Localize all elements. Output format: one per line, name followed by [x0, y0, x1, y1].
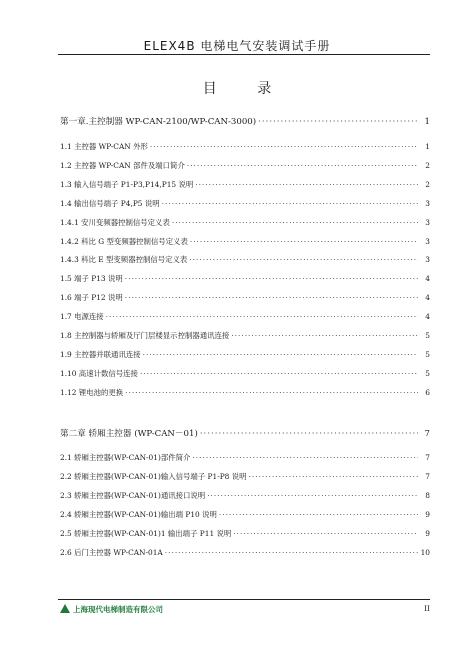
toc-chapter-entry[interactable] [60, 425, 430, 439]
toc-section-entry[interactable] [60, 543, 430, 557]
dot-leader [192, 453, 418, 462]
dot-leader [249, 472, 418, 481]
dot-leader [162, 199, 418, 208]
toc-entry-page: 9 [425, 510, 430, 519]
dot-leader [143, 350, 418, 359]
toc-entry-title: 1.12 锂电池的更换 [60, 388, 124, 397]
toc-section-entry[interactable] [60, 269, 430, 283]
dot-leader [190, 237, 418, 246]
toc-entry-title: 第一章.主控制器 WP-CAN-2100/WP-CAN-3000) [60, 117, 257, 127]
toc-entry-title: 1.1 主控器 WP-CAN 外形 [60, 142, 148, 151]
toc-heading: 目 录 [202, 81, 290, 97]
toc-section-entry[interactable] [60, 137, 430, 151]
dot-leader [219, 510, 418, 519]
toc-entry-page: 5 [425, 369, 430, 378]
dot-leader [106, 312, 418, 321]
toc-entry-page: 4 [425, 312, 430, 321]
dot-leader [125, 293, 418, 302]
toc-section-entry[interactable] [60, 288, 430, 302]
toc-entry-title: 1.2 主控器 WP-CAN 部件及端口简介 [60, 161, 185, 170]
toc-entry-page: 10 [420, 548, 430, 557]
toc-entry-title: 2.6 后门主控器 WP-CAN-01A [60, 548, 163, 557]
toc-entry-page: 4 [425, 293, 430, 302]
dot-leader [233, 529, 418, 538]
toc-section-entry[interactable] [60, 194, 430, 208]
header-rule [58, 54, 430, 55]
toc-entry-title: 1.3 输入信号端子 P1-P3,P14,P15 说明 [60, 180, 194, 189]
toc-section-entry[interactable] [60, 486, 430, 500]
toc-section-entry[interactable] [60, 345, 430, 359]
toc-entry-page: 7 [425, 472, 430, 481]
toc-entry-title: 1.9 主控器并联通讯连接 [60, 350, 141, 359]
toc-entry-page: 7 [425, 453, 430, 462]
toc-entry-page: 3 [425, 218, 430, 227]
toc-entry-page: 1 [424, 117, 430, 127]
toc-section-entry[interactable] [60, 213, 430, 227]
dot-leader [207, 491, 418, 500]
toc-entry-title: 1.4.3 科比 E 型变频器控制信号定义表 [60, 255, 188, 264]
footer-rule [58, 599, 430, 600]
dot-leader [231, 331, 418, 340]
toc-section-entry[interactable] [60, 156, 430, 170]
toc-entry-page: 8 [425, 491, 430, 500]
toc-entry-title: 1.4 输出信号端子 P4,P5 说明 [60, 199, 160, 208]
toc-section-entry[interactable] [60, 250, 430, 264]
toc-section-entry[interactable] [60, 326, 430, 340]
toc-entry-title: 2.2 轿厢主控器(WP-CAN-01)输入信号端子 P1-P8 说明 [60, 472, 247, 481]
toc-section-entry[interactable] [60, 524, 430, 538]
toc-section-entry[interactable] [60, 307, 430, 321]
toc-entry-title: 1.8 主控制器与轿厢及厅门层楼显示控制器通讯连接 [60, 331, 230, 340]
toc-chapter-entry[interactable] [60, 113, 430, 127]
toc-section-entry[interactable] [60, 232, 430, 246]
dot-leader [187, 161, 418, 170]
dot-leader [189, 255, 418, 264]
toc-entry-page: 1 [425, 142, 430, 151]
toc-entry-page: 7 [424, 429, 430, 439]
toc-entry-title: 1.4.2 科比 G 型变频器控制信号定义表 [60, 237, 188, 246]
toc-entry-page: 3 [425, 255, 430, 264]
toc-section-entry[interactable] [60, 467, 430, 481]
toc-section-entry[interactable] [60, 175, 430, 189]
toc-entry-title: 1.5 端子 P13 说明 [60, 274, 123, 283]
page-number: II [424, 604, 430, 613]
toc-entry-title: 1.6 端子 P12 说明 [60, 293, 123, 302]
toc-entry-page: 4 [425, 274, 430, 283]
header-title: ELEX4B 电梯电气安装调试手册 [143, 39, 331, 53]
toc-section-entry[interactable] [60, 364, 430, 378]
dot-leader [172, 218, 418, 227]
toc-entry-title: 2.5 轿厢主控器(WP-CAN-01)1 输出端子 P11 说明 [60, 529, 232, 538]
toc-entry-title: 1.4.1 安川变频器控制信号定义表 [60, 218, 170, 227]
dot-leader [125, 388, 418, 397]
toc-entry-title: 2.1 轿厢主控器(WP-CAN-01)部件简介 [60, 453, 191, 462]
toc-entry-page: 2 [425, 180, 430, 189]
dot-leader [195, 180, 418, 189]
toc-entry-page: 6 [425, 388, 430, 397]
company-logo-icon [60, 604, 70, 613]
toc-entry-title: 第二章 轿厢主控器 (WP-CAN－01) [60, 429, 198, 439]
footer [60, 603, 430, 615]
toc-entry-title: 2.4 轿厢主控器(WP-CAN-01)输出端 P10 说明 [60, 510, 217, 519]
dot-leader [200, 430, 418, 439]
toc-entry-page: 5 [425, 331, 430, 340]
toc-entry-page: 9 [425, 529, 430, 538]
toc-section-entry[interactable] [60, 448, 430, 462]
dot-leader [150, 142, 418, 151]
toc-entry-title: 1.7 电源连接 [60, 312, 104, 321]
toc-entry-page: 5 [425, 350, 430, 359]
dot-leader [140, 369, 418, 378]
dot-leader [125, 274, 418, 283]
toc-section-entry[interactable] [60, 505, 430, 519]
dot-leader [165, 548, 418, 557]
toc-entry-page: 2 [425, 161, 430, 170]
toc-entry-title: 2.3 轿厢主控器(WP-CAN-01)通讯接口说明 [60, 491, 206, 500]
toc-entry-title: 1.10 高速计数信号连接 [60, 369, 138, 378]
dot-leader [258, 118, 418, 127]
toc-entry-page: 3 [425, 237, 430, 246]
company-name: 上海现代电梯制造有限公司 [73, 605, 163, 614]
toc-entry-page: 3 [425, 199, 430, 208]
toc-section-entry[interactable] [60, 383, 430, 397]
